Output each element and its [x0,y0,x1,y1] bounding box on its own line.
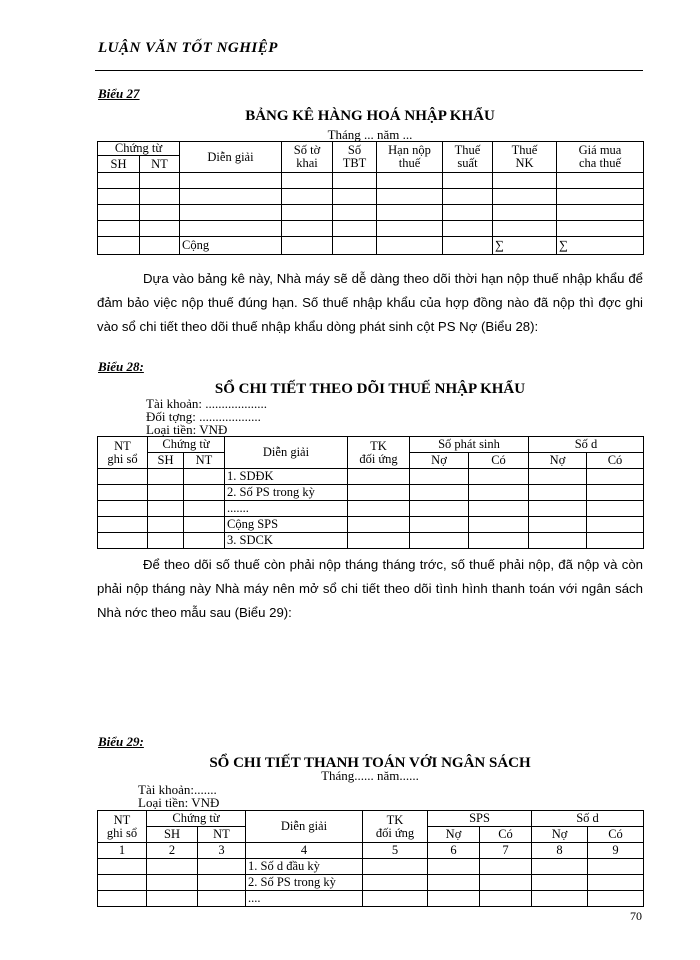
header-gia-mua: Giá mua cha thuế [557,142,644,173]
table-row [98,501,644,517]
col-number: 9 [588,843,644,859]
table-row [98,891,644,907]
header-nt: NT [198,827,246,843]
row-label: Cộng SPS [225,517,348,533]
row-label: 2. Số PS trong kỳ [225,485,348,501]
bieu-27-table [97,141,644,255]
col-number: 7 [480,843,532,859]
table-row [98,221,644,237]
header-so-tbt: Số TBT [333,142,377,173]
header-sps-co: Có [480,827,532,843]
header-chung-tu: Chứng từ [147,811,246,827]
paragraph-2: Để theo dõi số thuế còn phải nộp tháng tháng trớc, số thuế phải nộp, đã nộp và còn phải nộp tháng này Nhà máy nên mở sổ chi tiết theo dõi tình hình thanh toán với ngân sách Nhà nớc theo mẫu sau (Biểu 29): [97,557,643,620]
header-du-co: Có [588,827,644,843]
row-label: 1. SDĐK [225,469,348,485]
col-number: 6 [428,843,480,859]
table-row [98,859,644,875]
row-label: ....... [225,501,348,517]
header-so-to-khai: Số tờ khai [282,142,333,173]
header-nt-ghi-so: NT ghi sổ [98,437,148,469]
header-dien-giai: Diễn giải [180,142,282,173]
header-han-nop-thue: Hạn nộp thuế [377,142,443,173]
header-sh: SH [98,156,140,173]
table-row [98,205,644,221]
bieu-29-label: Biểu 29: [98,734,144,749]
col-number: 4 [246,843,363,859]
header-tk-doi-ung: TK đối ứng [348,437,410,469]
header-nt: NT [140,156,180,173]
header-sps: SPS [428,811,532,827]
bieu-27-title: BẢNG KÊ HÀNG HOÁ NHẬP KHẨU [245,108,495,124]
header-sh: SH [148,453,184,469]
bieu-29-table [97,810,644,907]
header-dien-giai: Diễn giải [225,437,348,469]
header-so-du: Số d [532,811,644,827]
total-label: Cộng [180,237,282,255]
header-sps-no: Nợ [428,827,480,843]
table-row [98,517,644,533]
table-header-row [98,811,644,827]
bieu-28-doi-tuong: Đối tợng: ................... [146,409,261,424]
header-so-phat-sinh: Số phát sinh [410,437,529,453]
table-header-row [98,142,644,156]
header-ps-no: Nợ [410,453,469,469]
bieu-29-subtitle: Tháng...... năm...... [321,768,419,783]
header-chung-tu: Chứng từ [98,142,180,156]
col-number: 2 [147,843,198,859]
row-label: .... [246,891,363,907]
bieu-28-loai-tien: Loại tiền: VNĐ [146,422,228,437]
header-dien-giai: Diễn giải [246,811,363,843]
header-nt: NT [184,453,225,469]
table-row [98,485,644,501]
header-ps-co: Có [469,453,529,469]
bieu-28-table [97,436,644,549]
bieu-29-loai-tien: Loại tiền: VNĐ [138,795,220,810]
header-thue-nk: Thuế NK [493,142,557,173]
total-row [98,237,644,255]
row-label: 3. SDCK [225,533,348,549]
col-number: 3 [198,843,246,859]
table-row [98,533,644,549]
sigma-gia-mua: ∑ [557,237,644,255]
document-header-title: LUẬN VĂN TỐT NGHIỆP [98,40,278,56]
col-number: 1 [98,843,147,859]
header-sh: SH [147,827,198,843]
table-row [98,173,644,189]
table-row [98,469,644,485]
bieu-28-tai-khoan: Tài khoản: ................... [146,396,267,411]
header-chung-tu: Chứng từ [148,437,225,453]
column-number-row [98,843,644,859]
table-row [98,875,644,891]
header-du-co: Có [587,453,644,469]
bieu-27-label: Biểu 27 [98,86,140,101]
sigma-thue-nk: ∑ [493,237,557,255]
col-number: 8 [532,843,588,859]
header-so-du: Số d [529,437,644,453]
header-du-no: Nợ [529,453,587,469]
bieu-29-tai-khoan: Tài khoản:....... [138,782,217,797]
row-label: 2. Số PS trong kỳ [246,875,363,891]
col-number: 5 [363,843,428,859]
bieu-28-title: SỔ CHI TIẾT THEO DÕI THUẾ NHẬP KHẨU [214,381,526,397]
header-nt-ghi-so: NT ghi sổ [98,811,147,843]
header-thue-suat: Thuế suất [443,142,493,173]
bieu-29-title: SỔ CHI TIẾT THANH TOÁN VỚI NGÂN SÁCH [209,755,531,771]
row-label: 1. Số d đầu kỳ [246,859,363,875]
bieu-27-subtitle: Tháng ... năm ... [327,127,413,142]
header-rule [95,70,643,71]
header-tk-doi-ung: TK đối ứng [363,811,428,843]
table-header-row [98,437,644,453]
table-row [98,189,644,205]
bieu-28-label: Biểu 28: [98,359,144,374]
header-du-no: Nợ [532,827,588,843]
page-number: 70 [630,909,642,923]
paragraph-1: Dựa vào bảng kê này, Nhà máy sẽ dễ dàng theo dõi thời hạn nộp thuế nhập khẩu để đảm bảo việc nộp thuế đúng hạn. Số thuế nhập khẩu của hợp đồng nào đã nộp thì đợc ghi vào sổ chi tiết theo dõi thuế nhập khẩu dòng phát sinh cột PS Nợ (Biểu 28): [97,271,643,334]
